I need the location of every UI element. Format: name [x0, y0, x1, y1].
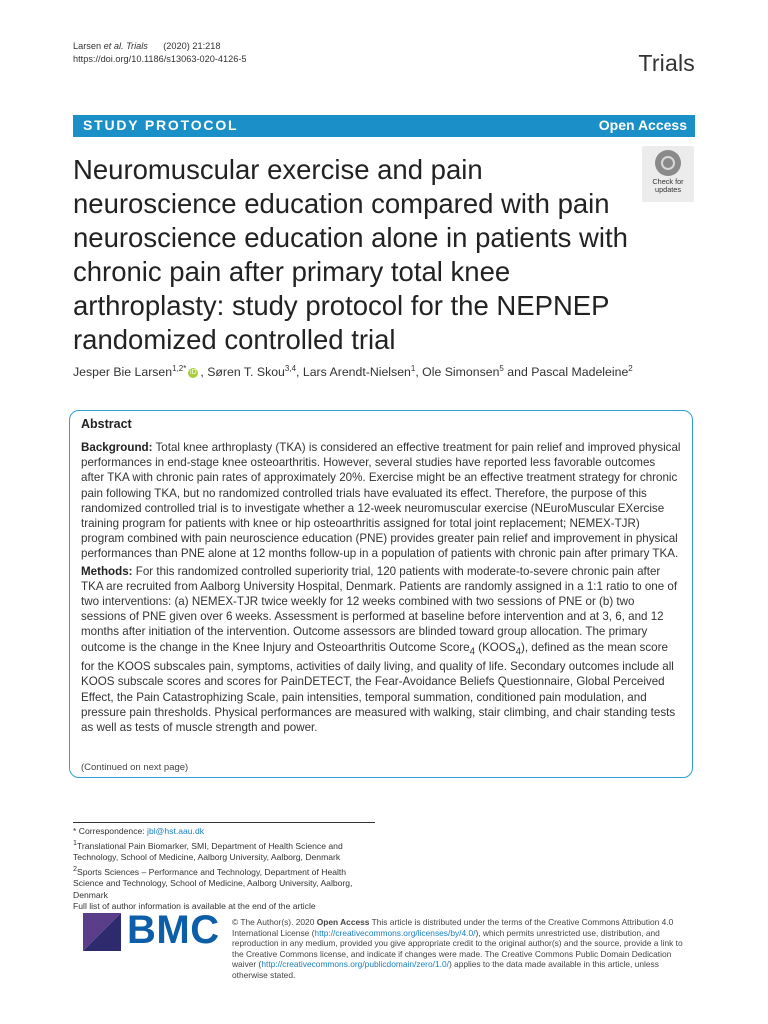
license-statement: © The Author(s). 2020 Open Access This article is distributed under the terms of the Creative Commons Attribution 4.0 International License (http://creativecommons.org/licenses/by/4.0/), which permits unrestricted use, distribution, and reproduction in any medium, provided you give appropriate credit to the original author(s) and the source, provide a link to the Creative Commons license, and indicate if changes were made. The Creative Commons Public Domain Dedication waiver (http://creativecommons.org/publicdomain/zero/1.0/) applies to the data made available in this article, unless otherwise stated. [232, 917, 683, 980]
open-access-label: Open Access [598, 117, 687, 133]
author-name: Søren T. Skou [207, 365, 285, 380]
check-updates-line1: Check for [652, 177, 684, 186]
license-open-access: Open Access [316, 917, 370, 927]
author-name: Jesper Bie Larsen [73, 365, 173, 380]
citation-header [73, 40, 247, 65]
koos-subscript: 4 [469, 645, 475, 657]
abstract-heading: Abstract [81, 417, 132, 431]
article-type-banner [73, 115, 695, 137]
methods-label: Methods: [81, 564, 133, 578]
footnote-divider [73, 822, 375, 823]
koos-subscript: 4 [515, 645, 521, 657]
check-for-updates-button[interactable] [642, 146, 694, 202]
journal-name: Trials [638, 50, 695, 76]
check-updates-line2: updates [655, 185, 681, 194]
background-label: Background: [81, 441, 153, 454]
abstract-background [81, 440, 681, 562]
background-text: Total knee arthroplasty (TKA) is considered an effective treatment for pain relief and improved physical performances in end-stage knee osteoarthritis. However, several studies have reported less favorable outcomes after TKA with chronic pain rates of approximately 20%. Exercise might be an effective treatment strategy for chronic pain following TKA, but no randomized controlled trials have evaluated its effect. Therefore, the purpose of this randomized controlled trial is to investigate whether a 12-week neuromuscular exercise (NEuroMuscular EXercise training program for patients with knee or hip osteoarthritis assigned for total joint replacement; NEMEX-TJR) program combined with pain neuroscience education (PNE) provides greater pain relief and improvement in physical performances than PNE alone at 12 months follow-up in a population of patients with chronic pain after primary TKA. [81, 441, 681, 561]
author-affiliation: 1,2* [172, 364, 187, 373]
abstract-box [69, 410, 693, 778]
author-name: Pascal Madeleine [531, 365, 629, 380]
affiliation-1: Translational Pain Biomarker, SMI, Department of Health Science and Technology, School of Medicine, Aalborg University, Aalborg, Denmark [73, 840, 343, 863]
cc-zero-link[interactable]: http://creativecommons.org/publicdomain/zero/1.0/ [261, 959, 449, 969]
author-affiliation: 2 [628, 364, 633, 373]
doi-link[interactable]: https://doi.org/10.1186/s13063-020-4126-5 [73, 53, 247, 64]
orcid-icon[interactable]: iD [190, 368, 197, 376]
author-list: Jesper Bie Larsen$^{1,2*}$ iD , Søren T. Skou$^{3,4}$, Lars Arendt-Nielsen$^1$, Ole Simonsen$^5$ and Pascal Madeleine$^2$ [73, 364, 633, 380]
abstract-body [81, 440, 681, 737]
author-name: Lars Arendt-Nielsen [302, 365, 411, 380]
article-title: Neuromuscular exercise and pain neuroscience education compared with pain neuroscience education alone in patients with chronic pain after primary total knee arthroplasty: study protocol for the NEPNEP randomized controlled trial [73, 154, 628, 355]
cc-by-license-link[interactable]: http://creativecommons.org/licenses/by/4.0/ [314, 927, 476, 938]
koos-open: (KOOS [474, 640, 516, 654]
header-et-al: et al. Trials [103, 41, 148, 51]
methods-text-a: For this randomized controlled superiority trial, 120 patients with moderate-to-severe chronic pain after TKA are recruited from Aalborg University Hospital, Denmark. Patients are randomly assigned in a 1:1 ratio to one of two interventions: (a) NEMEX-TJR twice weekly for 12 weeks combined with two sessions of PNE or (b) two sessions of PNE given over 6 weeks. Assessment is performed at baseline before intervention and at 3, 6, and 12 months after initiation of the intervention. Outcome assessors are blinded toward group allocation. The primary outcome is the change in the Knee Injury and Osteoarthritis Outcome Score [81, 564, 678, 654]
header-citation: (2020) 21:218 [163, 41, 221, 51]
bmc-logo-text: BMC [127, 908, 220, 952]
correspondence-email-link[interactable]: jbl@hst.aau.dk [147, 826, 205, 836]
author-affiliation: 1 [410, 364, 416, 373]
footnotes: * Correspondence: jbl@hst.aau.dk $^1$Translational Pain Biomarker, SMI, Department of Health Science and Technology, School of Medicine, Aalborg University, Aalborg, Denmark $^2$Sports Sciences – Performance and Technology, Department of Health Science and Technology, School of Medicine, Aalborg University, Aalborg, Denmark Full list of author information is available at the end of the article [73, 826, 373, 913]
bmc-logo [83, 908, 223, 954]
author-affiliation: 5 [499, 364, 504, 373]
article-type-label: STUDY PROTOCOL [83, 117, 239, 133]
affiliation-2: Sports Sciences – Performance and Technology, Department of Health Science and Technology, School of Medicine, Aalborg University, Aalborg, Denmark [73, 866, 353, 900]
methods-text-b: ), defined as the mean score for the KOOS subscales pain, symptoms, activities of daily living, and quality of life. Secondary outcomes include all KOOS subscale scores and scores for PainDETECT, the Fear-Avoidance Beliefs Questionnaire, Global Perceived Effect, the Pain Catastrophizing Scale, pain intensities, temporal summation, conditioned pain modulation, and pressure pain thresholds. Physical performances are measured with walking, stair climbing, and chair standing tests as well as tests of muscle strength and power. [81, 640, 676, 734]
abstract-methods [81, 564, 681, 736]
full-author-info-note: Full list of author information is available at the end of the article [73, 901, 316, 912]
continued-note: (Continued on next page) [81, 762, 189, 773]
bmc-logo-mark-icon [83, 913, 121, 951]
header-authors: Larsen [73, 41, 104, 51]
author-affiliation: 3,4 [284, 364, 297, 373]
update-icon [655, 150, 681, 176]
author-name: Ole Simonsen [422, 365, 500, 380]
correspondence-label: * Correspondence: [73, 826, 148, 836]
